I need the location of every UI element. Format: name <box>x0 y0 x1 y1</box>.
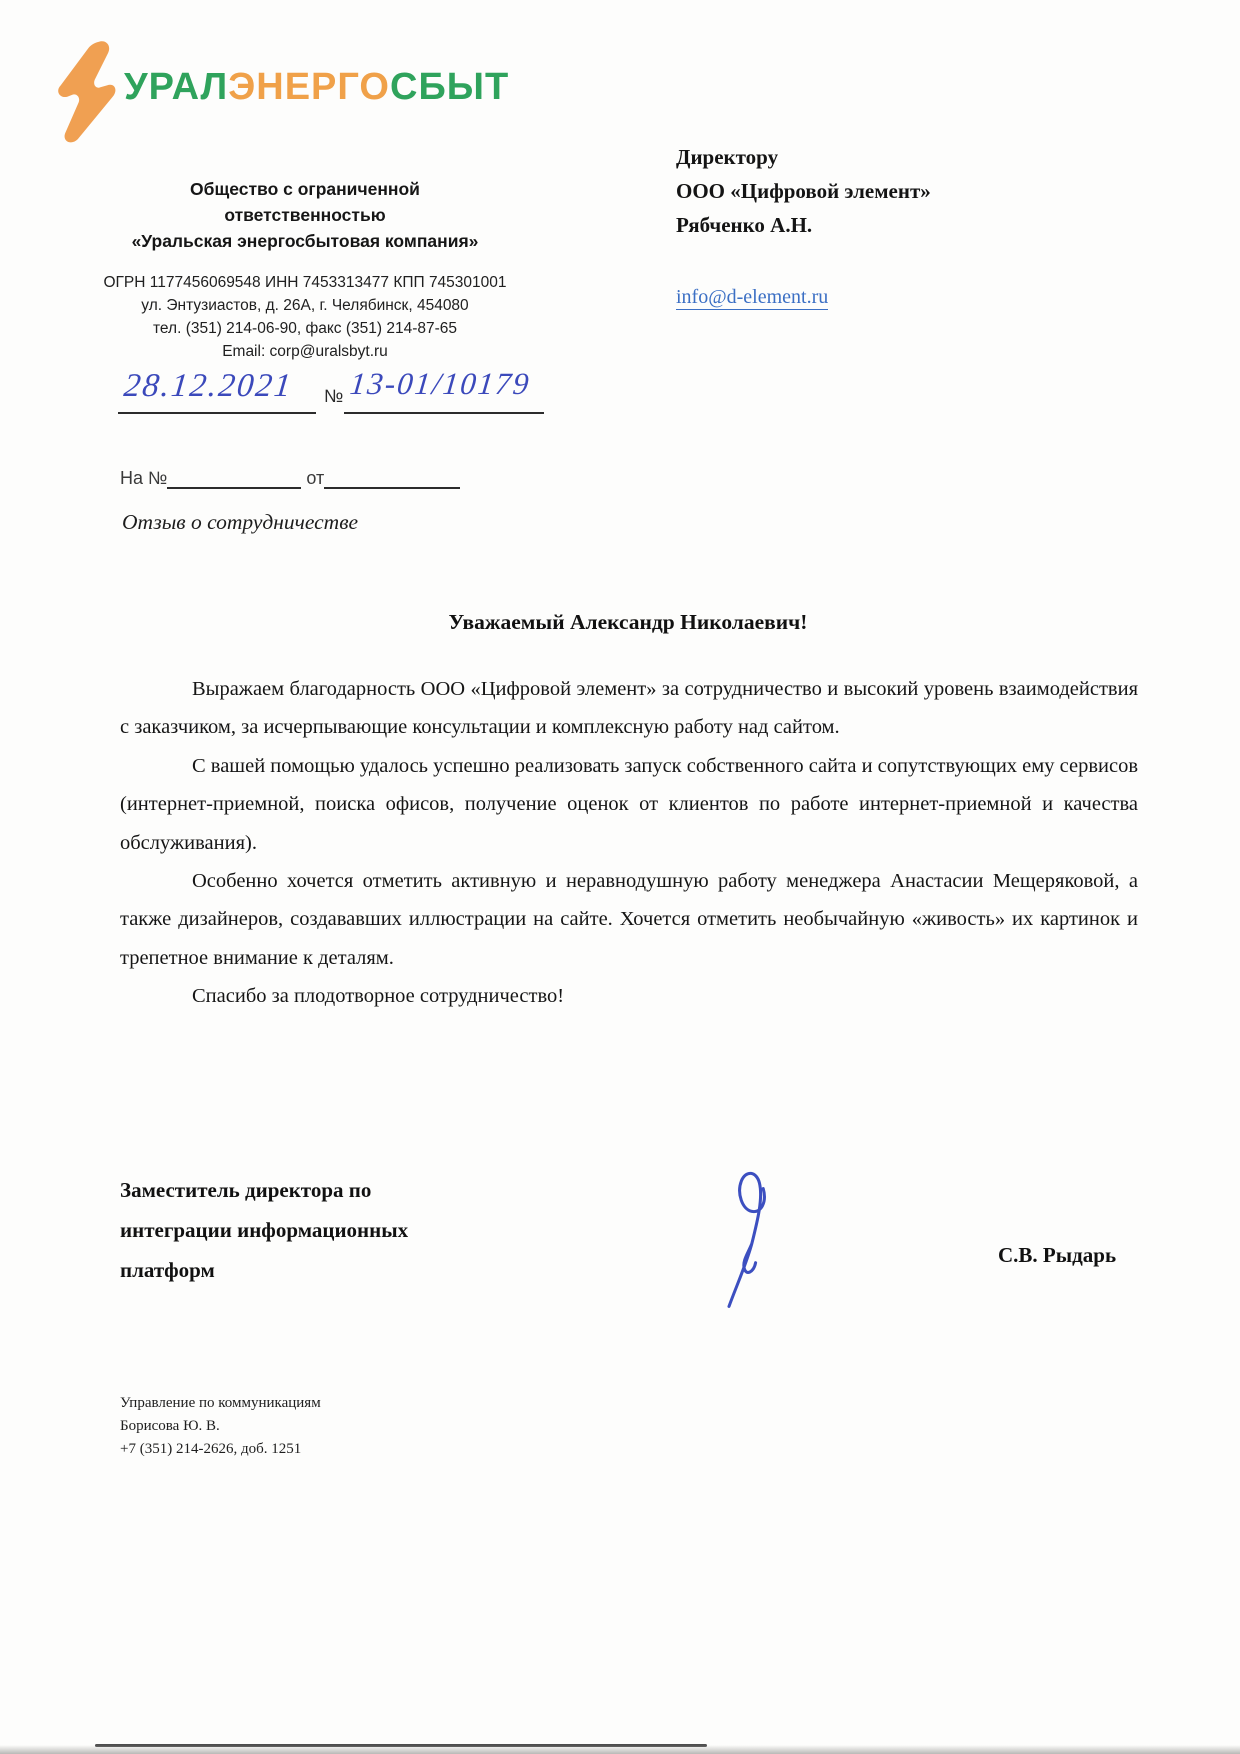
number-label: № <box>324 386 344 406</box>
handwritten-signature-icon <box>692 1162 804 1314</box>
sender-org-line: Общество с ограниченной <box>190 179 420 199</box>
body-paragraph: Спасибо за плодотворное сотрудничество! <box>192 985 565 1008</box>
scan-shadow-strip <box>0 1745 1240 1754</box>
recipient-email-link[interactable]: info@d-element.ru <box>676 286 829 308</box>
sender-phone-line: тел. (351) 214-06-90, факс (351) 214-87-65 <box>153 320 457 337</box>
date-number-row <box>118 366 548 422</box>
recipient-block <box>676 140 931 242</box>
footer-phone: +7 (351) 214-2626, доб. 1251 <box>120 1441 302 1457</box>
logo-part-sbyt: СБЫТ <box>390 66 510 108</box>
reply-label: На № <box>120 468 168 488</box>
lightning-bolt-icon <box>55 40 125 144</box>
body-paragraph: Особенно хочется отметить активную и неравнодушную работу менеджера Анастасии Мещеряковой, а также дизайнеров, создававших иллюстрации на сайте. Хочется отметить необычайную «живость» их картинок и трепетное внимание к деталям. <box>120 870 1138 969</box>
signer-name: С.В. Рыдарь <box>998 1243 1117 1267</box>
logo-wordmark <box>124 66 509 109</box>
footer-contact-person: Борисова Ю. В. <box>120 1418 220 1434</box>
footer-contact-block <box>120 1392 321 1461</box>
sender-org-line: «Уральская энергосбытовая компания» <box>131 231 479 251</box>
sender-org-line: ответственностью <box>224 205 386 225</box>
body-paragraph: С вашей помощью удалось успешно реализовать запуск собственного сайта и сопутствующих ему сервисов (интернет-приемной, поиска офисов, получение оценок от клиентов по работе интернет-приемной и качества обслуживания). <box>120 754 1138 854</box>
reply-number-blank <box>167 469 301 489</box>
date-handwritten: 28.12.2021 <box>122 368 295 404</box>
reply-from-label: от <box>306 468 325 488</box>
signer-position-line: интеграции информационных <box>120 1218 409 1242</box>
date-blank-line <box>118 412 316 414</box>
letter-body <box>120 670 1138 1016</box>
signer-position-line: платформ <box>120 1258 215 1282</box>
recipient-name: Рябченко А.Н. <box>676 213 813 237</box>
subject-line: Отзыв о сотрудничестве <box>122 510 359 534</box>
body-paragraph: Выражаем благодарность ООО «Цифровой элемент» за сотрудничество и высокий уровень взаимодействия с заказчиком, за исчерпывающие консультации и комплексную работу над сайтом. <box>120 678 1138 739</box>
sender-email-line: Email: corp@uralsbyt.ru <box>222 343 388 360</box>
logo-part-ural: УРАЛ <box>124 66 229 108</box>
salutation: Уважаемый Александр Николаевич! <box>448 610 808 634</box>
sender-block <box>103 176 507 363</box>
reply-date-blank <box>324 469 460 489</box>
doc-number-handwritten: 13-01/10179 <box>348 366 533 401</box>
reply-reference-row <box>120 468 460 489</box>
sender-address-line: ул. Энтузиастов, д. 26А, г. Челябинск, 454080 <box>141 297 469 314</box>
number-blank-line <box>344 412 544 414</box>
logo-part-energo: ЭНЕРГО <box>228 66 390 108</box>
footer-department: Управление по коммуникациям <box>120 1395 321 1411</box>
signer-position <box>120 1170 480 1290</box>
signer-position-line: Заместитель директора по <box>120 1178 372 1202</box>
sender-ogrn-line: ОГРН 1177456069548 ИНН 7453313477 КПП 745301001 <box>103 274 507 291</box>
recipient-title: Директору <box>676 145 779 169</box>
recipient-company: ООО «Цифровой элемент» <box>676 179 931 203</box>
